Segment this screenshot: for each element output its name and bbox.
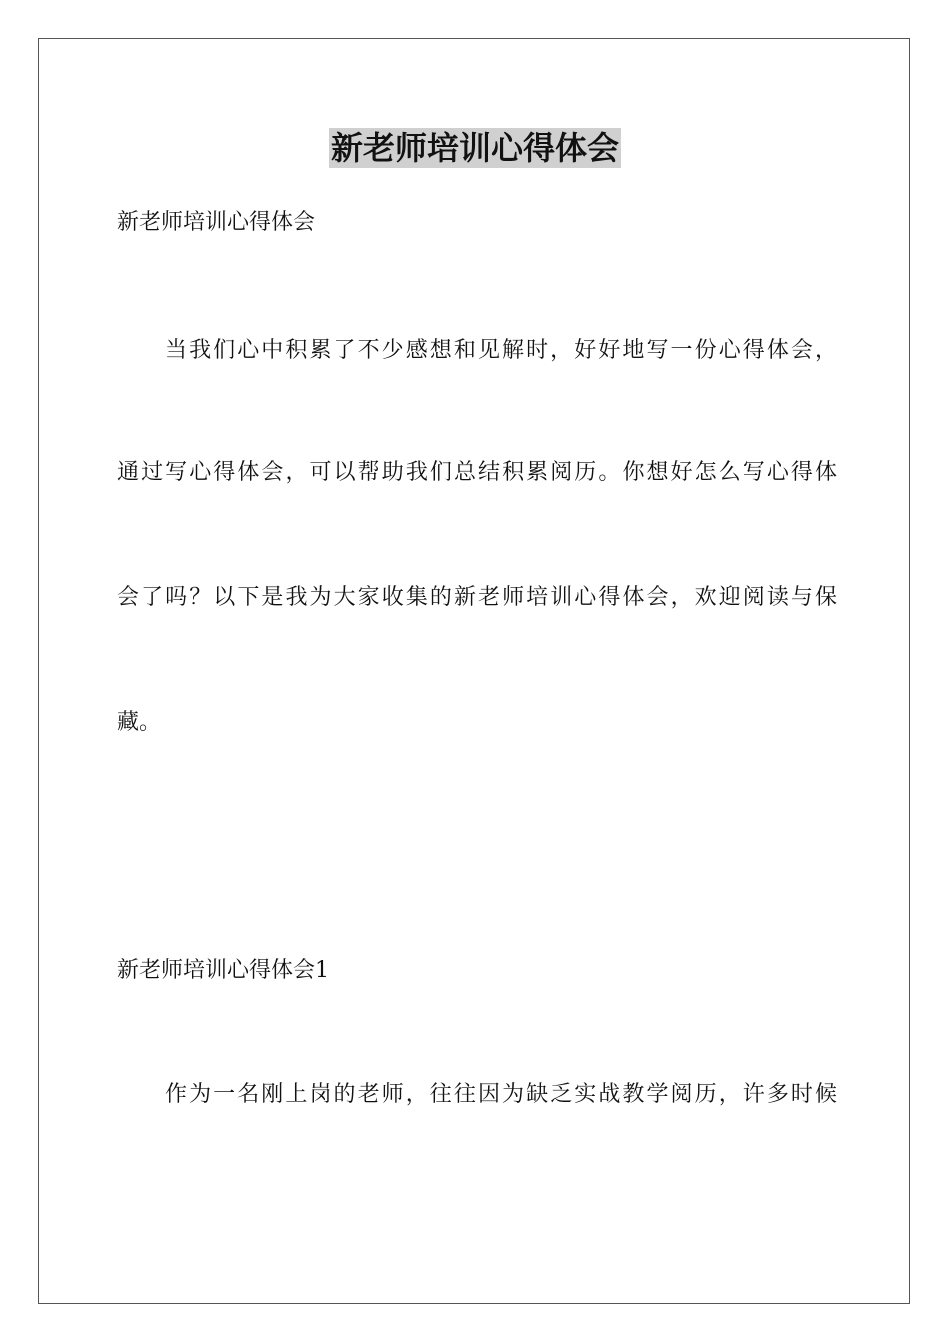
intro-line-4: 藏。 <box>117 710 162 735</box>
document-title <box>0 128 950 168</box>
intro-line-2: 通过写心得体会，可以帮助我们总结积累阅历。你想好怎么写心得体 <box>117 460 837 485</box>
document-subtitle: 新老师培训心得体会 <box>117 210 316 235</box>
intro-line-3: 会了吗？以下是我为大家收集的新老师培训心得体会，欢迎阅读与保 <box>117 585 837 610</box>
intro-line-1: 当我们心中积累了不少感想和见解时，好好地写一份心得体会， <box>165 338 837 363</box>
section-line-1: 作为一名刚上岗的老师，往往因为缺乏实战教学阅历，许多时候 <box>165 1082 837 1107</box>
section-heading: 新老师培训心得体会1 <box>117 958 329 983</box>
document-title-text: 新老师培训心得体会 <box>330 129 619 167</box>
